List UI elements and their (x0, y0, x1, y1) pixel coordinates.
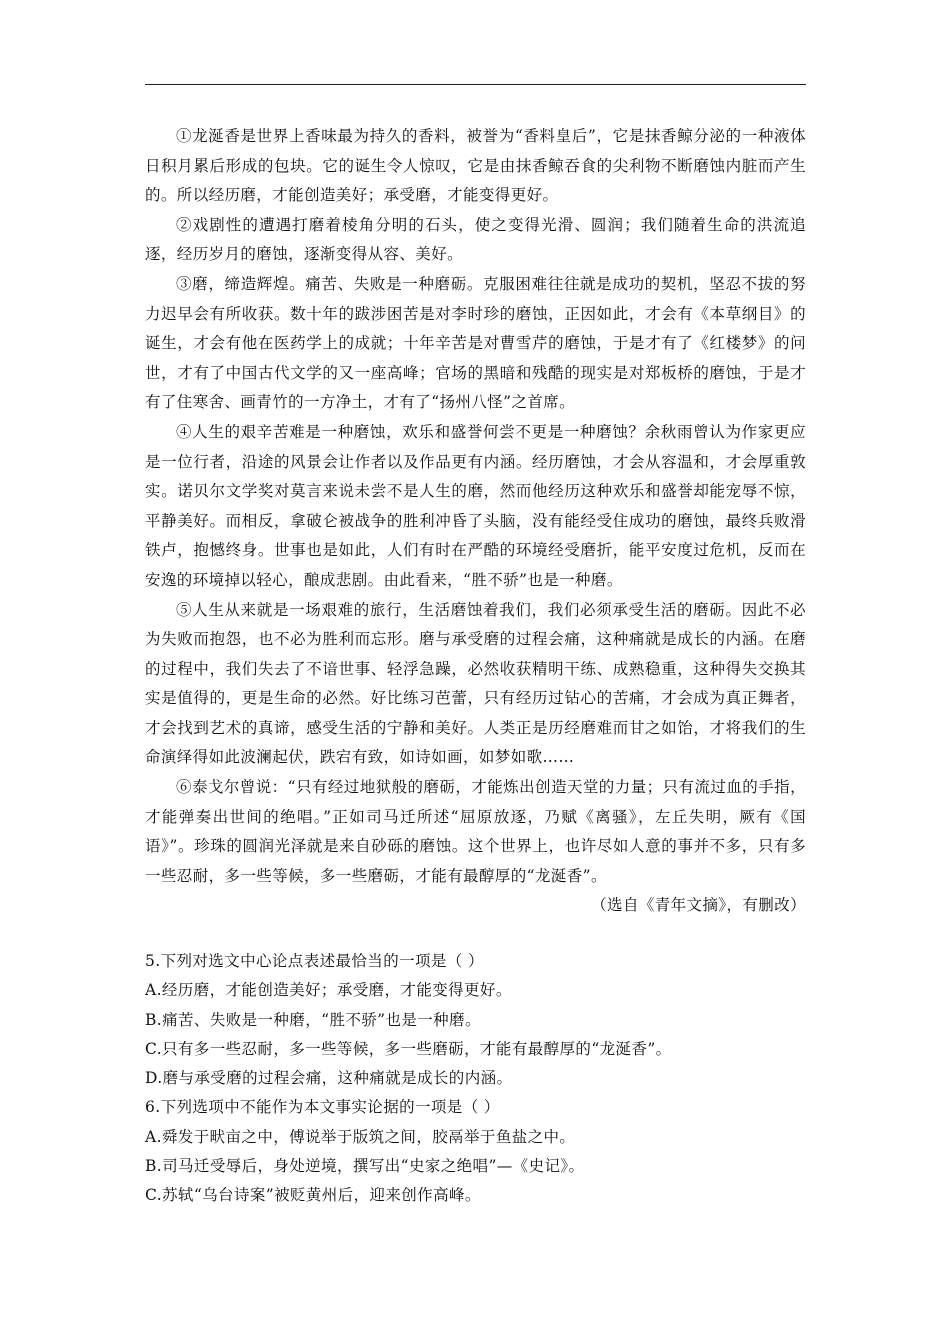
passage-paragraph-1: ①龙涎香是世界上香味最为持久的香料，被誉为“香料皇后”，它是抹香鲸分泌的一种液体日积月累后形成的包块。它的诞生令人惊叹，它是由抹香鲸吞食的尖利物不断磨蚀内脏而产生的。所以经历磨，才能创造美好；承受磨，才能变得更好。 (145, 127, 806, 205)
header-rule (145, 84, 806, 85)
question-5-option-b: B.痛苦、失败是一种磨，“胜不骄”也是一种磨。 (145, 1010, 481, 1029)
passage-paragraph-4: ④人生的艰辛苦难是一种磨蚀，欢乐和盛誉何尝不更是一种磨蚀？余秋雨曾认为作家更应是一位行者，沿途的风景会让作者以及作品更有内涵。经历磨蚀，才会从容温和，才会厚重敦实。诺贝尔文学奖对莫言来说未尝不是人生的磨，然而他经历这种欢乐和盛誉却能宠辱不惊，平静美好。而相反，拿破仑被战争的胜利冲昏了头脑，没有能经受住成功的磨蚀，最终兵败滑铁卢，抱憾终身。世事也是如此，人们有时在严酷的环境经受磨折，能平安度过危机，反而在安逸的环境掉以轻心，酿成悲剧。由此看来，“胜不骄”也是一种磨。 (145, 422, 806, 589)
question-6-option-a: A.舜发于畎亩之中，傅说举于版筑之间，胶鬲举于鱼盐之中。 (145, 1127, 576, 1146)
reading-passage (145, 122, 806, 921)
question-5-option-c: C.只有多一些忍耐，多一些等候，多一些磨砺，才能有最醇厚的“龙涎香”。 (145, 1039, 672, 1058)
question-block (145, 947, 806, 1211)
question-5-option-a: A.经历磨，才能创造美好；承受磨，才能变得更好。 (145, 981, 512, 1000)
passage-paragraph-5: ⑤人生从来就是一场艰难的旅行，生活磨蚀着我们，我们必须承受生活的磨砺。因此不必为失败而抱怨，也不必为胜利而忘形。磨与承受磨的过程会痛，这种痛就是成长的内涵。在磨的过程中，我们失去了不谙世事、轻浮急躁，必然收获精明干练、成熟稳重，这种得失交换其实是值得的，更是生命的必然。好比练习芭蕾，只有经历过钻心的苦痛，才会成为真正舞者，才会找到艺术的真谛，感受生活的宁静和美好。人类正是历经磨难而甘之如饴，才将我们的生命演绎得如此波澜起伏，跌宕有致，如诗如画，如梦如歌…… (145, 600, 806, 767)
passage-source: （选自《青年文摘》，有删改） (591, 896, 806, 915)
passage-paragraph-3: ③磨，缔造辉煌。痛苦、失败是一种磨砺。克服困难往往就是成功的契机，坚忍不拔的努力迟早会有所收获。数十年的跋涉困苦是对李时珍的磨蚀，正因如此，才会有《本草纲目》的诞生，才会有他在医药学上的成就；十年辛苦是对曹雪芹的磨蚀，于是才有了《红楼梦》的问世，才有了中国古代文学的又一座高峰；官场的黑暗和残酷的现实是对郑板桥的磨蚀，于是才有了住寒舍、画青竹的一方净土，才有了“扬州八怪”之首席。 (145, 274, 806, 412)
passage-paragraph-6: ⑥泰戈尔曾说：“只有经过地狱般的磨砺，才能炼出创造天堂的力量；只有流过血的手指，才能弹奏出世间的绝唱。”正如司马迁所述“屈原放逐，乃赋《离骚》，左丘失明，厥有《国语》”。珍珠的圆润光泽就是来自砂砾的磨蚀。这个世界上，也许尽如人意的事并不多，只有多一些忍耐，多一些等候，多一些磨砺，才能有最醇厚的“龙涎香”。 (145, 778, 806, 885)
question-6-stem: 6.下列选项中不能作为本文事实论据的一项是（ ） (145, 1098, 500, 1117)
question-6-option-c: C.苏轼“乌台诗案”被贬黄州后，迎来创作高峰。 (145, 1186, 481, 1205)
question-5-stem: 5.下列对选文中心论点表述最恰当的一项是（ ） (145, 952, 484, 970)
passage-paragraph-2: ②戏剧性的遭遇打磨着棱角分明的石头，使之变得光滑、圆润；我们随着生命的洪流追逐，经历岁月的磨蚀，逐渐变得从容、美好。 (145, 215, 806, 264)
question-5-option-d: D.磨与承受磨的过程会痛，这种痛就是成长的内涵。 (145, 1069, 513, 1088)
question-6-option-b: B.司马迁受辱后，身处逆境，撰写出“史家之绝唱”—《史记》。 (145, 1157, 585, 1176)
